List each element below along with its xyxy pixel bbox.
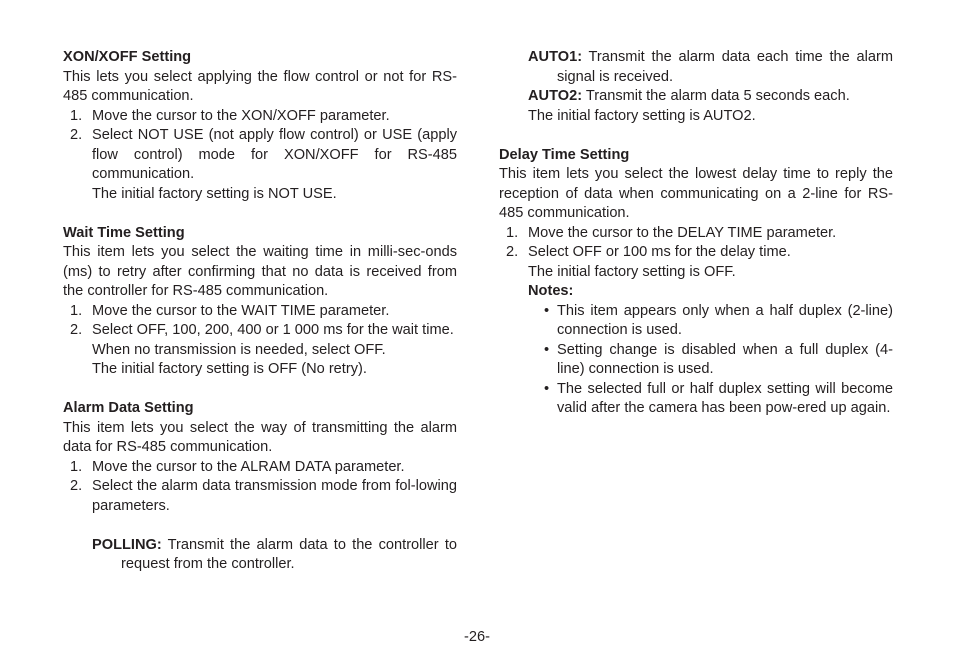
xon-intro: This lets you select applying the flow control or not for RS-485 communication.	[63, 68, 457, 104]
right-column	[499, 48, 893, 419]
alarm-heading: Alarm Data Setting	[63, 400, 194, 416]
note-bullet-2: • Setting change is disabled when a full duplex (4-line) connection is used.	[544, 341, 893, 377]
spacer	[63, 204, 457, 224]
spacer	[63, 516, 457, 536]
xon-step-2: 2. Select NOT USE (not apply flow control) or USE (apply flow control) mode for XON/XOFF for RS-485 communication.	[70, 127, 457, 182]
bullet-icon: •	[544, 302, 550, 319]
xon-step-1: 1. Move the cursor to the XON/XOFF parameter.	[70, 107, 390, 124]
note-bullet-1: • This item appears only when a half duplex (2-line) connection is used.	[544, 302, 893, 338]
delay-intro: This item lets you select the lowest delay time to reply the reception of data when communicating on a 2-line for RS-485 communication.	[499, 166, 893, 221]
notes-heading: Notes:	[528, 283, 574, 299]
polling-param	[63, 536, 457, 575]
delay-heading: Delay Time Setting	[499, 146, 630, 163]
polling-text: Transmit the alarm data to the controller to request from the controller.	[121, 536, 457, 572]
auto2-text: Transmit the alarm data 5 seconds each.	[582, 88, 850, 104]
bullet-icon: •	[544, 380, 550, 397]
delay-note: The initial factory setting is OFF.	[528, 263, 736, 280]
alarm-note: The initial factory setting is AUTO2.	[528, 107, 756, 124]
wait-heading: Wait Time Setting	[63, 224, 185, 241]
polling-label: POLLING:	[92, 536, 162, 553]
wait-step-2: 2. Select OFF, 100, 200, 400 or 1 000 ms for the wait time.	[70, 322, 454, 338]
alarm-step-2: 2. Select the alarm data transmission mode from fol-lowing parameters.	[70, 478, 457, 514]
auto1-param	[499, 48, 893, 87]
alarm-step-1: 1. Move the cursor to the ALRAM DATA parameter.	[70, 458, 405, 475]
auto1-text: Transmit the alarm data each time the alarm signal is received.	[557, 49, 893, 85]
xon-note: The initial factory setting is NOT USE.	[92, 185, 337, 202]
delay-step-1: 1. Move the cursor to the DELAY TIME parameter.	[506, 224, 837, 241]
auto2-label: AUTO2:	[528, 88, 583, 104]
wait-intro: This item lets you select the waiting time in milli-sec-onds (ms) to retry after confirming that no data is received from the controller for RS-485 communication.	[63, 244, 457, 299]
delay-step-2: 2. Select OFF or 100 ms for the delay time.	[506, 244, 791, 260]
spacer	[63, 380, 457, 400]
wait-step-1: 1. Move the cursor to the WAIT TIME parameter.	[70, 302, 390, 319]
note-bullet-3: • The selected full or half duplex setting will become valid after the camera has been pow-ered up again.	[544, 380, 893, 416]
wait-note-1: When no transmission is needed, select OFF.	[92, 341, 386, 358]
auto1-label: AUTO1:	[528, 49, 583, 65]
left-column	[63, 48, 457, 575]
bullet-icon: •	[544, 341, 550, 358]
spacer	[499, 126, 893, 146]
xon-heading: XON/XOFF Setting	[63, 49, 192, 65]
page-number: -26-	[464, 629, 490, 645]
auto2-param	[499, 87, 893, 107]
alarm-intro: This item lets you select the way of transmitting the alarm data for RS-485 communication.	[63, 419, 457, 455]
wait-note-2: The initial factory setting is OFF (No retry).	[92, 361, 367, 377]
